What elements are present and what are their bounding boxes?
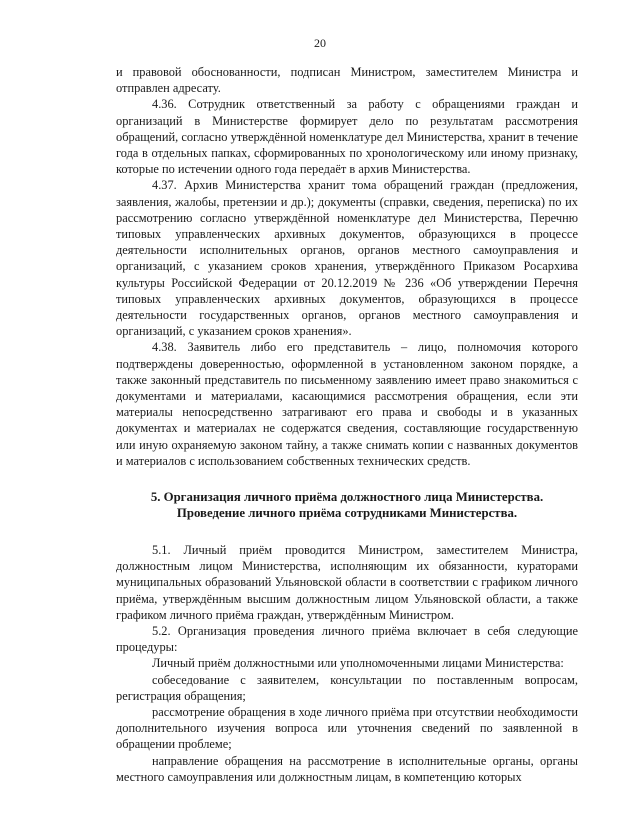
paragraph-4-37: 4.37. Архив Министерства хранит тома обращений граждан (предложения, заявления, жалобы, претензии и др.); документы (справки, сведения, переписка) по их рассмотрению согласно утверждённой номенклатуре дел Министерства, Перечню типовых управленческих архивных документов, образующихся в процессе деятельности исполнительных органов, органов местного самоуправления и организаций, с указанием сроков хранения, утверждённого Приказом Росархива культуры Российской Федерации от 20.12.2019 № 236 «Об утверждении Перечня типовых управленческих архивных документов, образующихся в процессе деятельности государственных органов, органов местного самоуправления и организаций, с указанием сроков хранения». — [116, 178, 578, 339]
section-heading — [116, 489, 578, 522]
paragraph-consideration: рассмотрение обращения в ходе личного приёма при отсутствии необходимости дополнительного изучения вопроса или уточнения сведений по заявленной в обращении проблеме; — [116, 704, 578, 752]
paragraph-5-1: 5.1. Личный приём проводится Министром, заместителем Министра, должностным лицом Министерства, исполняющим их обязанности, кураторами муниципальных образований Ульяновской области в соответствии с графиком личного приёма, утверждённым высшим должностным лицом Ульяновской области, а также графиком личного приёма граждан, утверждённым Министром. — [116, 542, 578, 622]
paragraph-4-36: 4.36. Сотрудник ответственный за работу с обращениями граждан и организаций в Министерстве формирует дело по результатам рассмотрения обращений, согласно утверждённой номенклатуре дел Министерства, хранит в течение года в отдельных папках, сформированных по хронологическому или иному признаку, которые по истечении одного года передаёт в архив Министерства. — [116, 97, 579, 177]
paragraph-referral: направление обращения на рассмотрение в исполнительные органы, органы местного самоуправления или должностным лицам, в компетенцию которых — [116, 753, 578, 784]
section-heading-line-2: Проведение личного приёма сотрудниками Министерства. — [176, 506, 518, 521]
page-number: 20 — [314, 36, 326, 50]
paragraph-interview: собеседование с заявителем, консультации по поставленным вопросам, регистрация обращения; — [116, 672, 578, 703]
paragraph-4-38: 4.38. Заявитель либо его представитель – лицо, полномочия которого подтверждены доверенностью, оформленной в установленном законом порядке, а также законный представитель по письменному заявлению имеет право знакомиться с документами и материалами, касающимися рассмотрения обращения, если эти материалы непосредственно затрагивают его права и свободы и в указанных документах и материалах не содержатся сведения, составляющие государственную или иную охраняемую законом тайну, а также снимать копии с названных документов и материалов с использованием собственных технических средств. — [116, 340, 578, 468]
section-heading-line-1: 5. Организация личного приёма должностного лица Министерства. — [150, 490, 544, 505]
document-body — [116, 64, 578, 785]
paragraph-personal-reception: Личный приём должностными или уполномоченными лицами Министерства: — [152, 656, 564, 671]
paragraph-continuation: и правовой обоснованности, подписан Министром, заместителем Министра и отправлен адресату. — [116, 65, 578, 96]
paragraph-5-2: 5.2. Организация проведения личного приёма включает в себя следующие процедуры: — [116, 623, 578, 655]
